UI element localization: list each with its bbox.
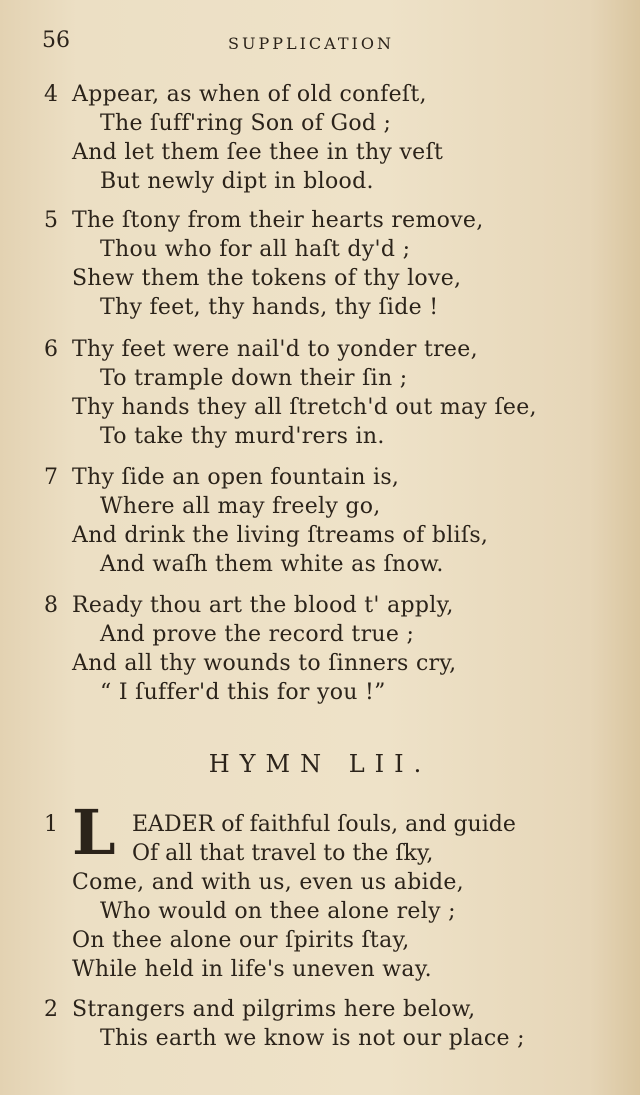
verse-line: And all thy wounds to ſinners cry, [72,651,457,676]
stanza-number: 6 [44,337,58,362]
verse-line: On thee alone our ſpirits ſtay, [72,928,410,953]
stanza-number: 1 [44,812,58,837]
verse-line: “ I ſuffer'd this for you !” [100,680,386,705]
verse-line: This earth we know is not our place ; [100,1026,525,1051]
verse-line: Who would on thee alone rely ; [100,899,456,924]
verse-line: Shew them the tokens of thy love, [72,266,462,291]
verse-line: Thy feet, thy hands, thy ſide ! [100,295,439,320]
page-number: 56 [42,28,70,53]
stanza-number: 8 [44,593,58,618]
verse-line: Ready thou art the blood t' apply, [72,593,454,618]
verse-line: To take thy murd'rers in. [100,424,385,449]
verse-line: Where all may freely go, [100,494,381,519]
verse-line: The ſtony from their hearts remove, [72,208,484,233]
stanza-number: 5 [44,208,58,233]
verse-line: To trample down their ſin ; [100,366,408,391]
verse-line: Thy feet were nail'd to yonder tree, [72,337,478,362]
hymn-title: HYMN LII. [208,750,432,778]
verse-line: And let them ſee thee in thy veſt [72,140,444,165]
verse-line: Of all that travel to the ſky, [132,841,434,866]
verse-line: Thy ſide an open fountain is, [72,465,400,490]
verse-line: While held in life's uneven way. [72,957,432,982]
verse-line: And drink the living ſtreams of bliſs, [72,523,489,548]
verse-line: Strangers and pilgrims here below, [72,997,476,1022]
stanza-number: 4 [44,82,58,107]
running-head: SUPPLICATION [228,34,394,53]
stanza-number: 7 [44,465,58,490]
verse-line: The ſuff'ring Son of God ; [100,111,392,136]
verse-line: EADER of faithful ſouls, and guide [132,812,516,837]
verse-line: And prove the record true ; [100,622,415,647]
verse-line: Thy hands they all ſtretch'd out may ſee, [72,395,537,420]
verse-line: Come, and with us, even us abide, [72,870,464,895]
verse-line: But newly dipt in blood. [100,169,374,194]
verse-line: Appear, as when of old confeſt, [72,82,427,107]
verse-line: Thou who for all haſt dy'd ; [100,237,411,262]
stanza-number: 2 [44,997,58,1022]
drop-cap: L [72,796,116,869]
verse-line: And waſh them white as ſnow. [100,552,444,577]
